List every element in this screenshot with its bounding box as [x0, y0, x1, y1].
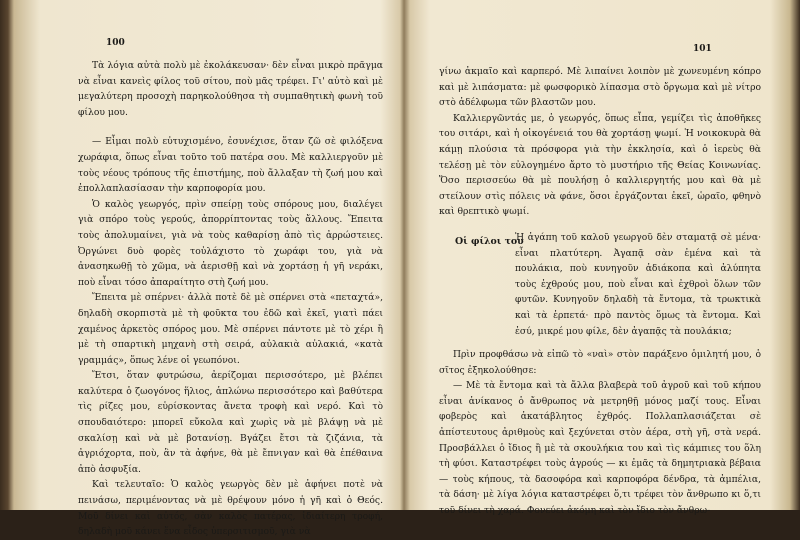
paragraph: Πρὶν προφθάσω νὰ εἰπῶ τὸ «ναὶ» στὸν παράξενο ὁμιλητή μου, ὁ σῖτος ἐξηκολούθησε:	[439, 349, 761, 376]
paragraph: — Εἶμαι πολὺ εὐτυχισμένο, ἐσυνέχισε, ὅταν ζῶ σὲ φιλόξενα χωράφια, ὅπως εἶναι τοῦτο τοῦ πατέρα σου. Μὲ καλλιεργοῦν μὲ τοὺς νέους τρόπους τῆς ἐπιστήμης, ποὺ ἄλλαξαν τὴ ζωή μου καὶ ἐπολλαπλασίασαν τὴν καρποφορία μου.	[78, 136, 383, 195]
paragraph: — Μὲ τὰ ἔντομα καὶ τὰ ἄλλα βλαβερὰ τοῦ ἀγροῦ καὶ τοῦ κήπου εἶναι ἀνίκανος ὁ ἄνθρωπος νὰ μετρηθῇ μόνος μαζί τους. Εἶναι φοβερὸς καὶ ἀκατάβλητος ἐχθρός. Πολλαπλασιάζεται σὲ ἀπίστευτους ἀριθμοὺς καὶ ξεχύνεται στὸν ἀέρα, στὴ γῆ, στὰ νερά. Προσβάλλει ὁ ἴδιος ἢ μὲ τὰ σκουλήκια του καὶ τὶς κάμπιες του ὅλη τὴ φύσι. Καταστρέφει τοὺς ἀγρούς — κι ἐμᾶς τὰ δημητριακὰ βέβαια — τοὺς κήπους, τὰ δασοφόρα καὶ καρποφόρα δένδρα, τὰ ἀμπέλια, τὰ δάση· μὲ λίγα λόγια καταστρέφει ὅ,τι τρέφει τὸν ἄνθρωπο κι ὅ,τι τοῦ δίνει τὴ χαρά. Φονεύει ἀκόμη καὶ τὸν ἴδιο τὸν ἄνθρω-	[439, 380, 761, 517]
paragraph: Καλλιεργῶντάς με, ὁ γεωργός, ὅπως εἶπα, γεμίζει τὶς ἀποθῆκες του σιτάρι, καὶ ἡ οἰκογένειά του θὰ χορτάσῃ ψωμί. Ἡ νοικοκυρὰ θὰ κάμῃ πλούσια τὰ πρόσφορα γιὰ τὴν ἐκκλησία, καὶ ὁ ἱερεὺς θὰ τελέσῃ μὲ τὸν εὐλογημένο ἄρτο τὸ μυστήριο τῆς Θείας Κοινωνίας. Ὅσο περισσεύω θὰ μὲ πουλήσῃ ὁ καλλιεργητής μου καὶ θὰ μὲ στείλουν στὶς πόλεις νὰ φάνε, ὅσοι ἐργάζονται ἐκεῖ, ὡραῖο, φθηνὸ καὶ θρεπτικὸ ψωμί.	[439, 112, 761, 218]
paragraph: γίνω ἀκμαῖο καὶ καρπερό. Μὲ λιπαίνει λοιπὸν μὲ χωνευμένη κόπρο καὶ μὲ λιπάσματα: μὲ φωσφορικὸ λίπασμα στὸ ὄργωμα καὶ μὲ νίτρο στὸ ἀδέλφωμα τῶν βλαστῶν μου.	[439, 66, 761, 109]
page-body	[78, 58, 383, 540]
paragraph: Καὶ τελευταῖο: Ὁ καλὸς γεωργὸς δὲν μὲ ἀφήνει ποτὲ νὰ πεινάσω, περιμένοντας νὰ μὲ θρέψουν μόνο ἡ γῆ καὶ ὁ Θεός. Μοῦ δίνει καὶ αὐτός, σὰν καλὸς πατέρας, ἰδιαίτερη τροφή, δηλαδὴ μοῦ κάνει ἕνα εἶδος ὑπερσιτισμοῦ, γιὰ νὰ	[78, 479, 383, 538]
paragraph: Ἔτσι, ὅταν φυτρώσω, ἀερίζομαι περισσότερο, μὲ βλέπει καλύτερα ὁ ζωογόνος ἥλιος, ἁπλώνω περισσότερο καὶ βαθύτερα τὶς ρίζες μου, εὑρίσκοντας ἄνετα τροφὴ καὶ νερό. Καὶ τὸ σπουδαιότερο: μπορεῖ εὔκολα καὶ χωρὶς νὰ μὲ βλάψῃ νὰ μὲ σκαλίσῃ καὶ νὰ μὲ βοτανίσῃ. Βγάζει ἔτσι τὰ ζιζάνια, τὰ ἀγριόχορτα, ποὺ, ἂν τὰ ἀφήνε, θὰ μὲ ἔπνιγαν καὶ θὰ ἐπέθαινα ἀπὸ ἀσφυξία.	[78, 370, 383, 475]
section-block	[439, 230, 761, 339]
page-number: 100	[106, 38, 125, 48]
page-body	[439, 64, 761, 519]
paragraph: Τὰ λόγια αὐτὰ πολὺ μὲ ἐκολάκευσαν· δὲν εἶναι μικρὸ πρᾶγμα νὰ εἶναι κανεὶς φίλος τοῦ σίτου, ποὺ μᾶς τρέφει. Γι' αὐτὸ καὶ μὲ μεγαλύτερη προσοχὴ παρηκολούθησα τὴ συμπαθητικὴ φωνὴ τοῦ φίλου μου.	[78, 60, 383, 118]
left-page	[20, 0, 400, 538]
side-heading: Οἱ φίλοι του	[455, 235, 524, 247]
page-number: 101	[693, 44, 712, 54]
paragraph: Ἡ ἀγάπη τοῦ καλοῦ γεωργοῦ δὲν σταματᾷ σὲ μένα· εἶναι πλατύτερη. Ἀγαπᾷ σὰν ἐμένα καὶ τὰ πουλάκια, ποὺ κυνηγοῦν ἀδιάκοπα καὶ ἀλύπητα τοὺς ἐχθρούς μου, ποὺ εἶναι καὶ ἐχθροὶ ὅλων τῶν φυτῶν. Κυνηγοῦν δηλαδὴ τὰ ἔντομα, τὰ τρωκτικὰ καὶ τὰ ἑρπετά· πρὸ παντὸς ὅμως τὰ ἔντομα. Καὶ ἐσύ, μικρέ μου φίλε, δὲν ἀγαπᾷς τὰ πουλάκια;	[515, 231, 761, 337]
paragraph: Ὁ καλὸς γεωργός, πρὶν σπείρῃ τοὺς σπόρους μου, διαλέγει γιὰ σπόρο τοὺς γερούς, ἀπορρίπτοντας τοὺς ἄλλους. Ἔπειτα τοὺς ἀπολυμαίνει, γιὰ νὰ τοὺς καθαρίσῃ ἀπὸ τὶς ἀρρώστειες. Ὀργώνει δυὸ φορὲς τοὐλάχιστο τὸ χωράφι του, γιὰ νὰ ἀνασηκωθῇ τὸ χῶμα, νὰ ἀερισθῇ καὶ νὰ χορτάσῃ ἡ γῆ νεράκι, ποὺ εἶναι τόσο ἀπαραίτητο στὴ ζωή μου.	[78, 198, 383, 288]
paragraph: Ἔπειτα μὲ σπέρνει· ἀλλὰ ποτὲ δὲ μὲ σπέρνει στὰ «πεταχτά», δηλαδὴ σκορπιστὰ μὲ τὴ φοῦκτα του ἐδῶ καὶ ἐκεῖ, γιατὶ πάει χαμένος ἀρκετὸς σπόρος μου. Μὲ σπέρνει πάντοτε μὲ τὸ χέρι ἢ μὲ τὴ σπαρτικὴ μηχανὴ στὴ σειρά, αὐλακιὰ αὐλακιά, «κατὰ γραμμάς», ὅπως λένε οἱ γεωπόνοι.	[78, 292, 383, 366]
right-page	[405, 0, 780, 517]
